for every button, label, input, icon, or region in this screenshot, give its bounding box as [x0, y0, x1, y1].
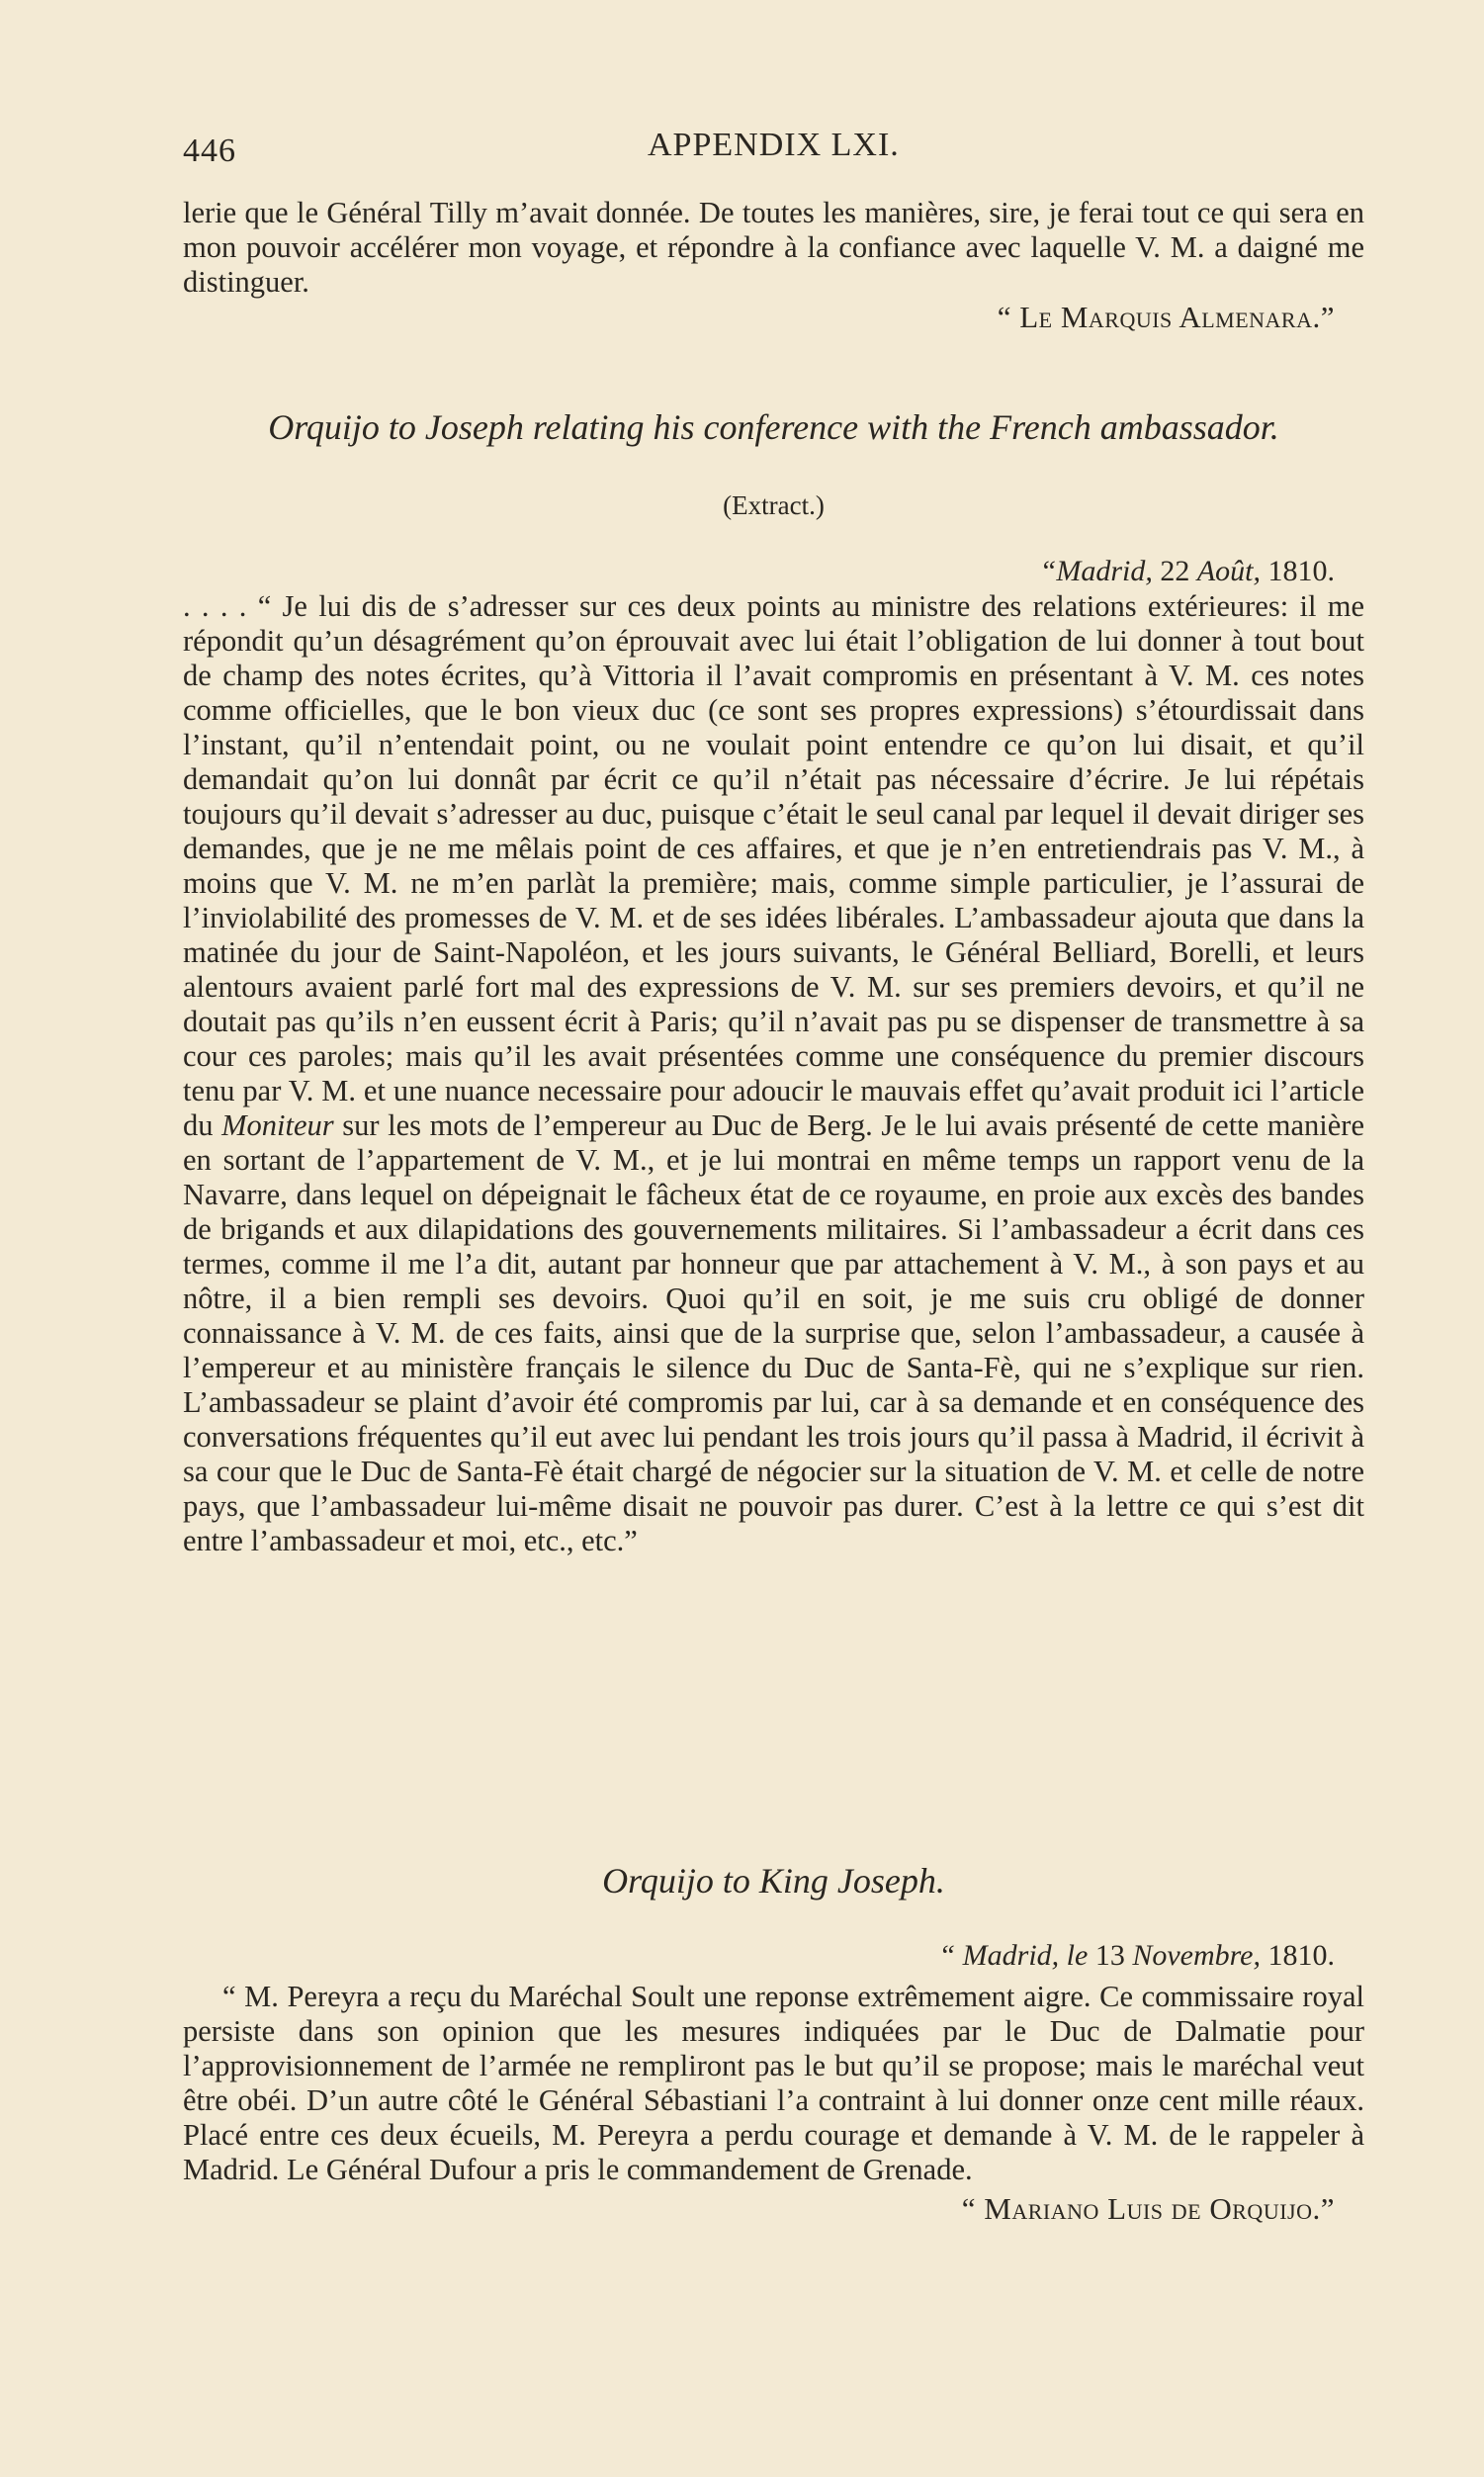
letter1-body: lerie que le Général Tilly m’avait donnée. De toutes les manières, sire, je ferai tout ce qui sera en mon pouvoir accélérer mon voyage, et répondre à la confiance avec laquelle V. M. a daigné me distinguer.: [183, 196, 1364, 299]
section2-moniteur: Moniteur: [221, 1108, 334, 1142]
letter-continuation: [183, 196, 1364, 335]
section3-heading: Orquijo to King Joseph.: [602, 1861, 945, 1901]
dateline-year: 1810.: [1261, 1939, 1335, 1972]
section2-dateline: [183, 554, 1364, 589]
section2-body-part2: sur les mots de l’empereur au Duc de Berg. Je le lui avais présenté de cette manière en sortant de l’appartement de V. M., et je lui montrai en même temps un rapport venu de la Navarre, dans lequel on dépeignait le fâcheux état de ce royaume, en proie aux excès des bandes de brigands et aux dilapidations des gouvernements militaires. Si l’ambassadeur a écrit dans ces termes, comme il me l’a dit, autant par honneur que par attachement à V. M., à son pays et au nôtre, il a bien rempli ses devoirs. Quoi qu’il en soit, je me suis cru obligé de donner connaissance à V. M. de ces faits, ainsi que de la surprise que, selon l’ambassadeur, a causée à l’empereur et au ministère français le silence du Duc de Santa-Fè, qui ne s’explique sur rien. L’ambassadeur se plaint d’avoir été compromis par lui, car à sa demande et en conséquence des conversations fréquentes qu’il eut avec lui pendant les trois jours qu’il passa à Madrid, il écrivit à sa cour que le Duc de Santa-Fè était chargé de négocier sur la situation de V. M. et celle de notre pays, que l’ambassadeur lui-même disait ne pouvoir pas durer. C’est à la lettre ce qui s’est dit entre l’ambassadeur et moi, etc., etc.”: [183, 1108, 1364, 1557]
section-orquijo-ambassador: [183, 405, 1364, 1558]
dateline-day: 13: [1088, 1939, 1133, 1972]
section2-extract-note: (Extract.): [723, 490, 825, 520]
dateline-year: 1810.: [1261, 555, 1335, 587]
section-orquijo-king: [183, 1859, 1364, 2227]
section2-body-part1: . . . . “ Je lui dis de s’adresser sur ces deux points au ministre des relations extérieures: il me répondit qu’un désagrément qu’on éprouvait avec lui était l’obligation de lui donner à tout bout de champ des notes écrites, qu’à Vittoria il l’avait compromis en présentant à V. M. ces notes comme officielles, que le bon vieux duc (ce sont ses propres expressions) s’étourdissait dans l’instant, qu’il n’entendait point, ou ne voulait point entendre ce qu’on lui disait, et qu’il demandait qu’on lui donnât par écrit ce qu’il n’était pas nécessaire d’écrire. Je lui répétais toujours qu’il devait s’adresser au duc, puisque c’était le seul canal par lequel il devait diriger ses demandes, que je ne me mêlais point de ces affaires, et que je n’en entretiendrais pas V. M., à moins que V. M. ne m’en parlàt la première; mais, comme simple particulier, je l’assurai de l’inviolabilité des promesses de V. M. et de ses idées libérales. L’ambassadeur ajouta que dans la matinée du jour de Saint-Napoléon, et les jours suivants, le Général Belliard, Borelli, et leurs alentours avaient parlé fort mal des expressions de V. M. sur ses premiers devoirs, et qu’il ne doutait pas qu’ils n’en eussent écrit à Paris; qu’il n’avait pas pu se dispenser de transmettre à sa cour ces paroles; mais qu’il les avait présentées comme une conséquence du premier discours tenu par V. M. et une nuance necessaire pour adoucir le mauvais effet qu’avait produit ici l’article du: [183, 589, 1364, 1142]
section3-signature: “ Mariano Luis de Orquijo.”: [961, 2191, 1335, 2226]
dateline-place: “Madrid,: [1039, 555, 1153, 587]
dateline-month: Novembre,: [1132, 1939, 1261, 1972]
running-header: [183, 127, 1350, 176]
page-number: 446: [183, 133, 236, 169]
section2-body: [183, 589, 1364, 1558]
dateline-month: Août,: [1196, 555, 1261, 587]
section3-body: “ M. Pereyra a reçu du Maréchal Soult une reponse extrêmement aigre. Ce commissaire royal persiste dans son opinion que les mesures indiquées par le Duc de Dalmatie pour l’approvisionnement de l’armée ne rempliront pas le but qu’il se propose; mais le maréchal veut être obéi. D’un autre côté le Général Sébastiani l’a contraint à lui donner onze cent mille réaux. Placé entre ces deux écueils, M. Pereyra a perdu courage et demande à V. M. de le rappeler à Madrid. Le Général Dufour a pris le commandement de Grenade.: [183, 1980, 1364, 2186]
dateline-day: 22: [1152, 555, 1197, 587]
letter1-signature: “ Le Marquis Almenara.”: [997, 300, 1335, 334]
section3-dateline: [183, 1938, 1364, 1974]
running-title: APPENDIX LXI.: [648, 127, 900, 163]
dateline-place: “ Madrid, le: [938, 1939, 1089, 1972]
section2-heading: Orquijo to Joseph relating his conference with the French ambassador.: [268, 407, 1279, 447]
